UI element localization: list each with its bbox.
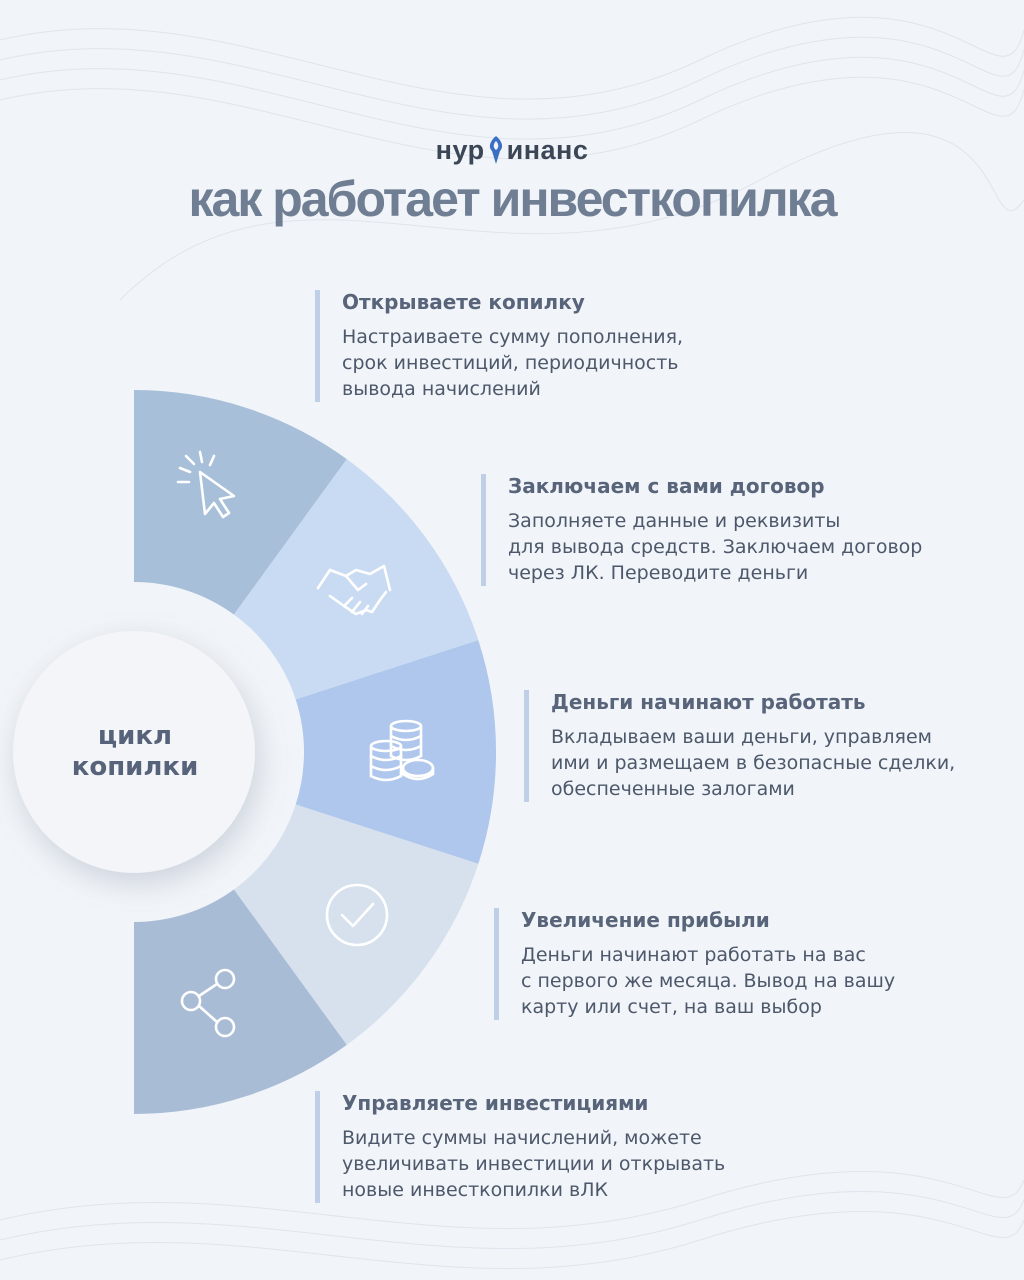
center-label-line2: копилки <box>71 752 199 782</box>
step-manage-investments <box>315 1091 725 1203</box>
step-profit-growth <box>494 908 895 1020</box>
cycle-center-label <box>12 632 258 872</box>
step-open-piggybank <box>315 290 683 402</box>
brand-name-right: инанс <box>506 135 589 165</box>
center-label-line1: цикл <box>97 721 173 751</box>
step-text: Вкладываем ваши деньги, управляем ими и размещаем в безопасные сделки, обеспеченные залогами <box>551 726 956 800</box>
page-title: как работает инвесткопилка <box>188 171 836 227</box>
step-title: Заключаем с вами договор <box>508 474 825 498</box>
step-title: Увеличение прибыли <box>521 908 770 932</box>
step-title: Управляете инвестициями <box>342 1091 649 1115</box>
brand-name-left: нур <box>435 135 485 165</box>
step-title: Открываете копилку <box>342 290 585 314</box>
step-sign-contract <box>481 474 922 586</box>
step-text: Видите суммы начислений, можете увеличивать инвестиции и открывать новые инвесткопилки вЛК <box>342 1127 726 1201</box>
step-title: Деньги начинают работать <box>551 690 866 714</box>
step-text: Заполняете данные и реквизиты для вывода средств. Заключаем договор через ЛК. Переводите деньги <box>508 510 923 584</box>
step-text: Настраиваете сумму пополнения, срок инвестиций, периодичность вывода начислений <box>342 326 684 400</box>
step-text: Деньги начинают работать на вас с первого же месяца. Вывод на вашу карту или счет, на ваш выбор <box>521 944 896 1018</box>
step-money-works <box>524 690 955 802</box>
